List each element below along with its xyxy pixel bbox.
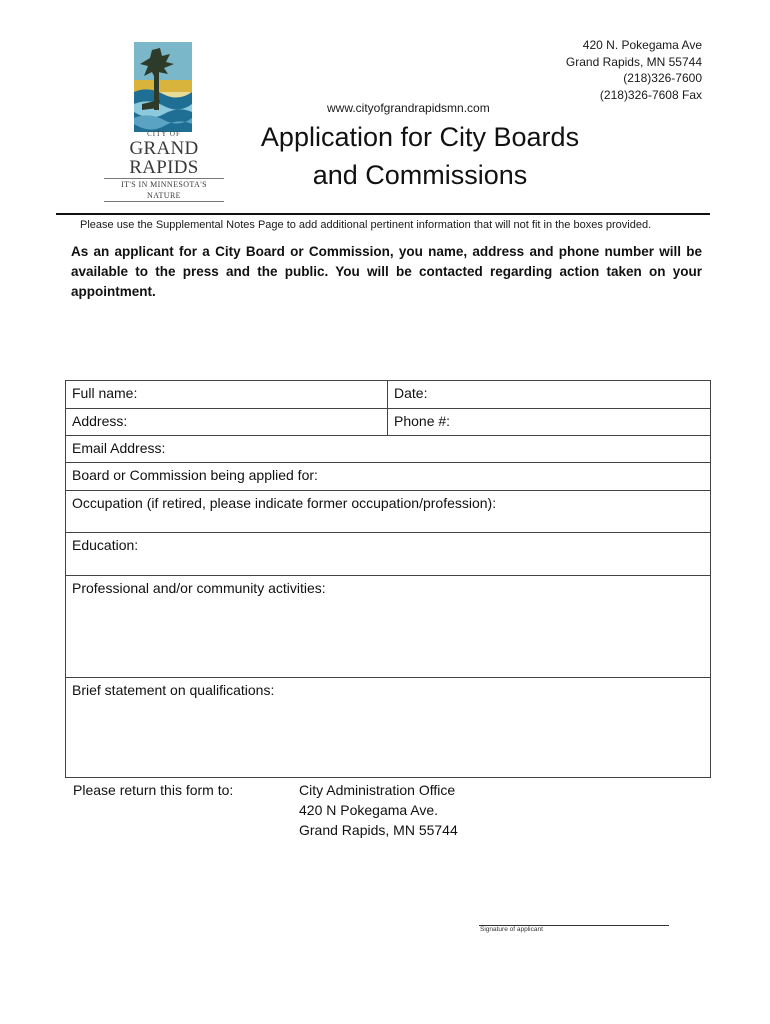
date-label: Date: — [394, 385, 428, 401]
return-city: Grand Rapids, MN 55744 — [299, 822, 458, 838]
website-url: www.cityofgrandrapidsmn.com — [327, 101, 490, 115]
return-office: City Administration Office — [299, 782, 456, 798]
occupation-label: Occupation (if retired, please indicate former occupation/profession): — [72, 495, 497, 511]
qualifications-field[interactable] — [66, 678, 711, 778]
activities-field[interactable] — [66, 576, 711, 678]
full-name-label: Full name: — [72, 385, 138, 401]
full-name-field[interactable] — [66, 381, 388, 409]
public-information-warning: As an applicant for a City Board or Commission, you name, address and phone number will be available to the press and the public. You will be contacted regarding action taken on your appointment. — [71, 244, 702, 299]
title-line-1: Application for City Boards — [260, 122, 580, 152]
occupation-field[interactable] — [66, 491, 711, 533]
board-commission-label: Board or Commission being applied for: — [72, 467, 318, 483]
return-address-block — [299, 780, 458, 840]
address-label: Address: — [72, 413, 128, 429]
qualifications-label: Brief statement on qualifications: — [72, 682, 275, 698]
logo-wordmark — [96, 130, 232, 202]
logo-tagline: IT'S IN MINNESOTA'S NATURE — [104, 178, 224, 202]
city-address-block — [566, 37, 702, 103]
address-field[interactable] — [66, 409, 388, 436]
header-divider — [56, 213, 710, 215]
logo-city-name: GRAND RAPIDS — [129, 138, 199, 178]
activities-label: Professional and/or community activities: — [72, 580, 326, 596]
page-title — [247, 118, 593, 194]
title-line-2: and Commissions — [312, 160, 528, 190]
logo-city-of: CITY OF — [147, 130, 181, 138]
address-city: Grand Rapids, MN 55744 — [565, 54, 702, 69]
return-street: 420 N Pokegama Ave. — [299, 802, 439, 818]
signature-label: Signature of applicant — [480, 926, 543, 933]
address-phone: (218)326-7600 — [623, 71, 702, 85]
email-label: Email Address: — [72, 440, 166, 456]
phone-field[interactable] — [388, 409, 711, 436]
board-commission-field[interactable] — [66, 463, 711, 491]
address-fax: (218)326-7608 Fax — [599, 87, 702, 102]
education-field[interactable] — [66, 533, 711, 576]
address-street: 420 N. Pokegama Ave — [582, 38, 702, 52]
email-field[interactable] — [66, 436, 711, 463]
application-form-table — [65, 380, 711, 778]
grand-rapids-logo-icon — [134, 42, 192, 132]
return-form-label: Please return this form to: — [73, 782, 234, 798]
supplemental-notes-notice: Please use the Supplemental Notes Page to add additional pertinent information that will not fit in the boxes provided. — [80, 219, 652, 231]
phone-label: Phone #: — [394, 413, 451, 429]
date-field[interactable] — [388, 381, 711, 409]
education-label: Education: — [72, 537, 139, 553]
city-logo — [96, 42, 232, 200]
